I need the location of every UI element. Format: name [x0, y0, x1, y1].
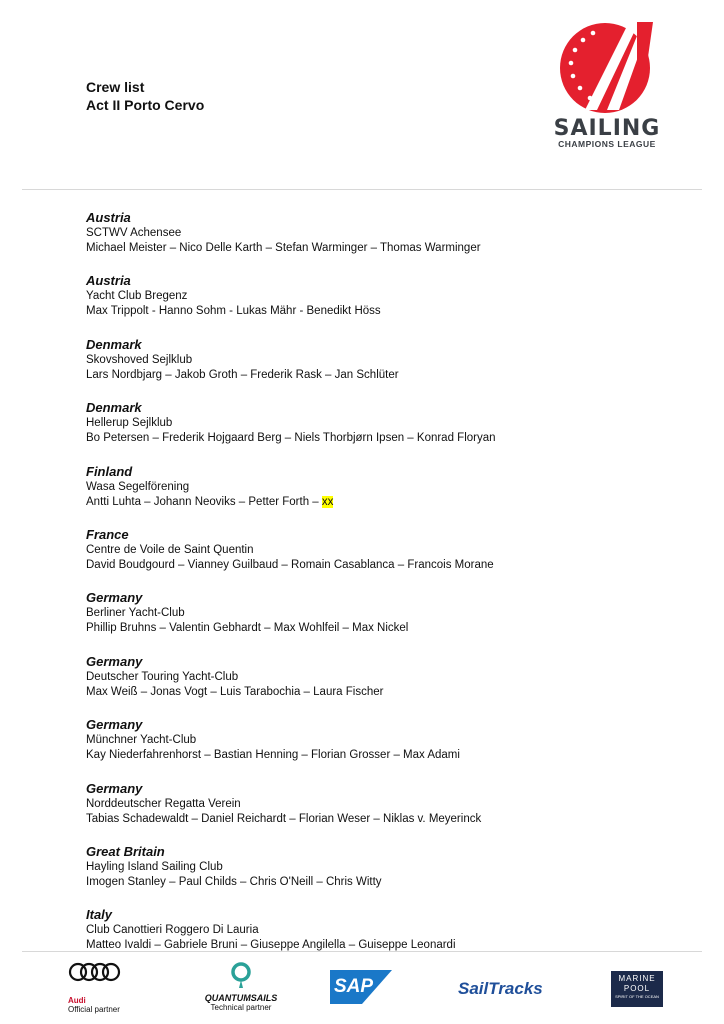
list-item: [86, 527, 686, 588]
list-item: [86, 781, 686, 842]
country-name: Austria: [86, 210, 131, 225]
quantum-sails-icon: [229, 961, 253, 989]
crew-names: Michael Meister – Nico Delle Karth – Stefan Warminger – Thomas Warminger: [86, 242, 481, 254]
club-name: Münchner Yacht-Club: [86, 734, 197, 747]
club-name: SCTWV Achensee: [86, 227, 182, 239]
crew-names-text: Antti Luhta – Johann Neoviks – Petter Forth –: [86, 495, 322, 508]
club-name: Deutscher Touring Yacht-Club: [86, 670, 239, 683]
club-name: Club Canottieri Roggero Di Lauria: [86, 924, 259, 937]
sponsor-bar: [0, 955, 724, 1024]
audi-brand: Audi: [68, 996, 86, 1005]
list-item: [86, 464, 686, 525]
country-name: Finland: [86, 463, 133, 479]
country-name: Denmark: [86, 400, 142, 416]
country-name: Germany: [86, 717, 143, 733]
header-divider: [22, 189, 702, 190]
list-item: [86, 717, 686, 778]
country-name: Germany: [86, 653, 143, 669]
crew-names: Max Weiß – Jonas Vogt – Luis Tarabochia – Laura Fischer: [86, 685, 384, 698]
country-name: Austria: [86, 273, 131, 289]
footer-divider: [22, 951, 702, 952]
marinepool-tagline: SPIRIT OF THE OCEAN: [615, 994, 659, 999]
country-name: France: [86, 526, 129, 542]
logo-wordmark: SAILING: [553, 116, 661, 141]
page-title: [86, 79, 204, 114]
crew-list: [86, 208, 686, 969]
quantum-role: Technical partner: [210, 1003, 272, 1012]
audi-rings-icon: [68, 961, 122, 983]
sap-brand: SAP: [334, 976, 374, 997]
crew-names: Kay Niederfahrenhorst – Bastian Henning – Florian Grosser – Max Adami: [86, 749, 460, 762]
marinepool-line1: MARINE: [618, 974, 656, 983]
country-name: Germany: [86, 590, 143, 606]
crew-names: David Boudgourd – Vianney Guilbaud – Romain Casablanca – Francois Morane: [86, 558, 494, 571]
logo-subtitle: CHAMPIONS LEAGUE: [558, 139, 656, 149]
crew-names: [86, 495, 686, 510]
sponsor-quantum-sails: [196, 961, 286, 1012]
list-item: [86, 400, 686, 461]
sponsor-sap: [330, 970, 392, 1009]
club-name: Hayling Island Sailing Club: [86, 860, 223, 873]
crew-names: Bo Petersen – Frederik Hojgaard Berg – Niels Thorbjørn Ipsen – Konrad Floryan: [86, 432, 496, 445]
sponsor-audi: [68, 961, 148, 1014]
club-name: Centre de Voile de Saint Quentin: [86, 543, 254, 556]
club-name: Hellerup Sejlklub: [86, 417, 173, 430]
crew-names: Tabias Schadewaldt – Daniel Reichardt – Florian Weser – Niklas v. Meyerinck: [86, 812, 482, 825]
club-name: Skovshoved Sejlklub: [86, 353, 193, 366]
list-item: [86, 844, 686, 905]
club-name: Norddeutscher Regatta Verein: [86, 797, 241, 810]
quantum-brand: QUANTUMSAILS: [204, 993, 278, 1003]
club-name: Wasa Segelförening: [86, 480, 190, 493]
marinepool-line2: POOL: [623, 984, 651, 993]
title-line-1: Crew list: [86, 79, 145, 95]
list-item: [86, 337, 686, 398]
crew-names: Imogen Stanley – Paul Childs – Chris O'Neill – Chris Witty: [86, 875, 382, 888]
list-item: [86, 590, 686, 651]
audi-role: Official partner: [68, 1005, 120, 1014]
crew-names: Lars Nordbjarg – Jakob Groth – Frederik Rask – Jan Schlüter: [86, 368, 399, 381]
list-item: [86, 273, 686, 334]
sponsor-marine-pool: [611, 971, 663, 1007]
country-name: Denmark: [86, 336, 142, 352]
country-name: Germany: [86, 780, 143, 796]
crew-names: Phillip Bruhns – Valentin Gebhardt – Max Wohlfeil – Max Nickel: [86, 622, 409, 635]
club-name: Berliner Yacht-Club: [86, 607, 185, 620]
sailtracks-brand: SailTracks: [458, 979, 543, 998]
country-name: Great Britain: [86, 843, 165, 859]
crew-names: Max Trippolt - Hanno Sohm - Lukas Mähr - Benedikt Höss: [86, 305, 381, 318]
list-item: [86, 210, 686, 271]
highlighted-placeholder: xx: [321, 495, 334, 508]
list-item: [86, 654, 686, 715]
country-name: Italy: [86, 907, 113, 923]
title-line-2: Act II Porto Cervo: [86, 96, 205, 113]
club-name: Yacht Club Bregenz: [86, 290, 188, 303]
crew-names: Matteo Ivaldi – Gabriele Bruni – Giuseppe Angilella – Guiseppe Leonardi: [86, 939, 456, 952]
